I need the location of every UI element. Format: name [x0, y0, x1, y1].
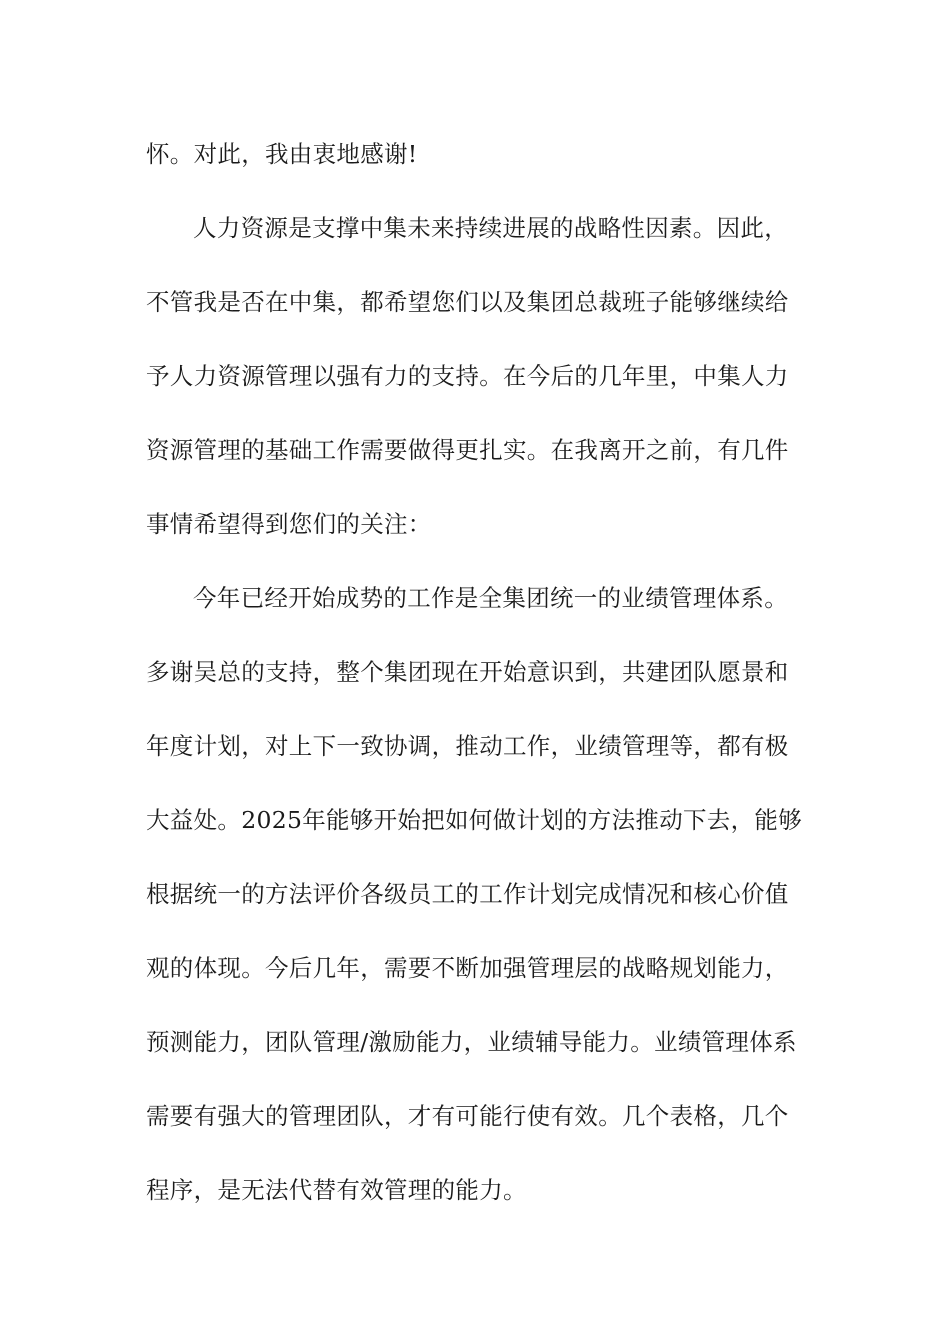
paragraph-2-line-2: 不管我是否在中集，都希望您们以及集团总裁班子能够继续给 — [146, 288, 789, 316]
paragraph-2-line-1: 人力资源是支撑中集未来持续进展的战略性因素。因此， — [193, 214, 788, 242]
paragraph-3-line-1: 今年已经开始成势的工作是全集团统一的业绩管理体系。 — [193, 584, 788, 612]
paragraph-2-line-4: 资源管理的基础工作需要做得更扎实。在我离开之前，有几件 — [146, 436, 789, 464]
paragraph-3-line-4: 大益处。2025年能够开始把如何做计划的方法推动下去，能够 — [146, 806, 803, 834]
paragraph-3-line-7: 预测能力，团队管理/激励能力，业绩辅导能力。业绩管理体系 — [146, 1028, 797, 1056]
paragraph-2-line-5: 事情希望得到您们的关注： — [146, 510, 432, 538]
paragraph-3-line-5: 根据统一的方法评价各级员工的工作计划完成情况和核心价值 — [146, 880, 789, 908]
paragraph-1-line-1: 怀。对此，我由衷地感谢! — [146, 140, 418, 168]
paragraph-3-line-2: 多谢吴总的支持，整个集团现在开始意识到，共建团队愿景和 — [146, 658, 789, 686]
paragraph-3-line-9: 程序，是无法代替有效管理的能力。 — [146, 1176, 527, 1204]
paragraph-3-line-3: 年度计划，对上下一致协调，推动工作，业绩管理等，都有极 — [146, 732, 789, 760]
paragraph-2-line-3: 予人力资源管理以强有力的支持。在今后的几年里，中集人力 — [146, 362, 789, 390]
paragraph-3-line-6: 观的体现。今后几年，需要不断加强管理层的战略规划能力， — [146, 954, 789, 982]
paragraph-3-line-8: 需要有强大的管理团队，才有可能行使有效。几个表格，几个 — [146, 1102, 789, 1130]
